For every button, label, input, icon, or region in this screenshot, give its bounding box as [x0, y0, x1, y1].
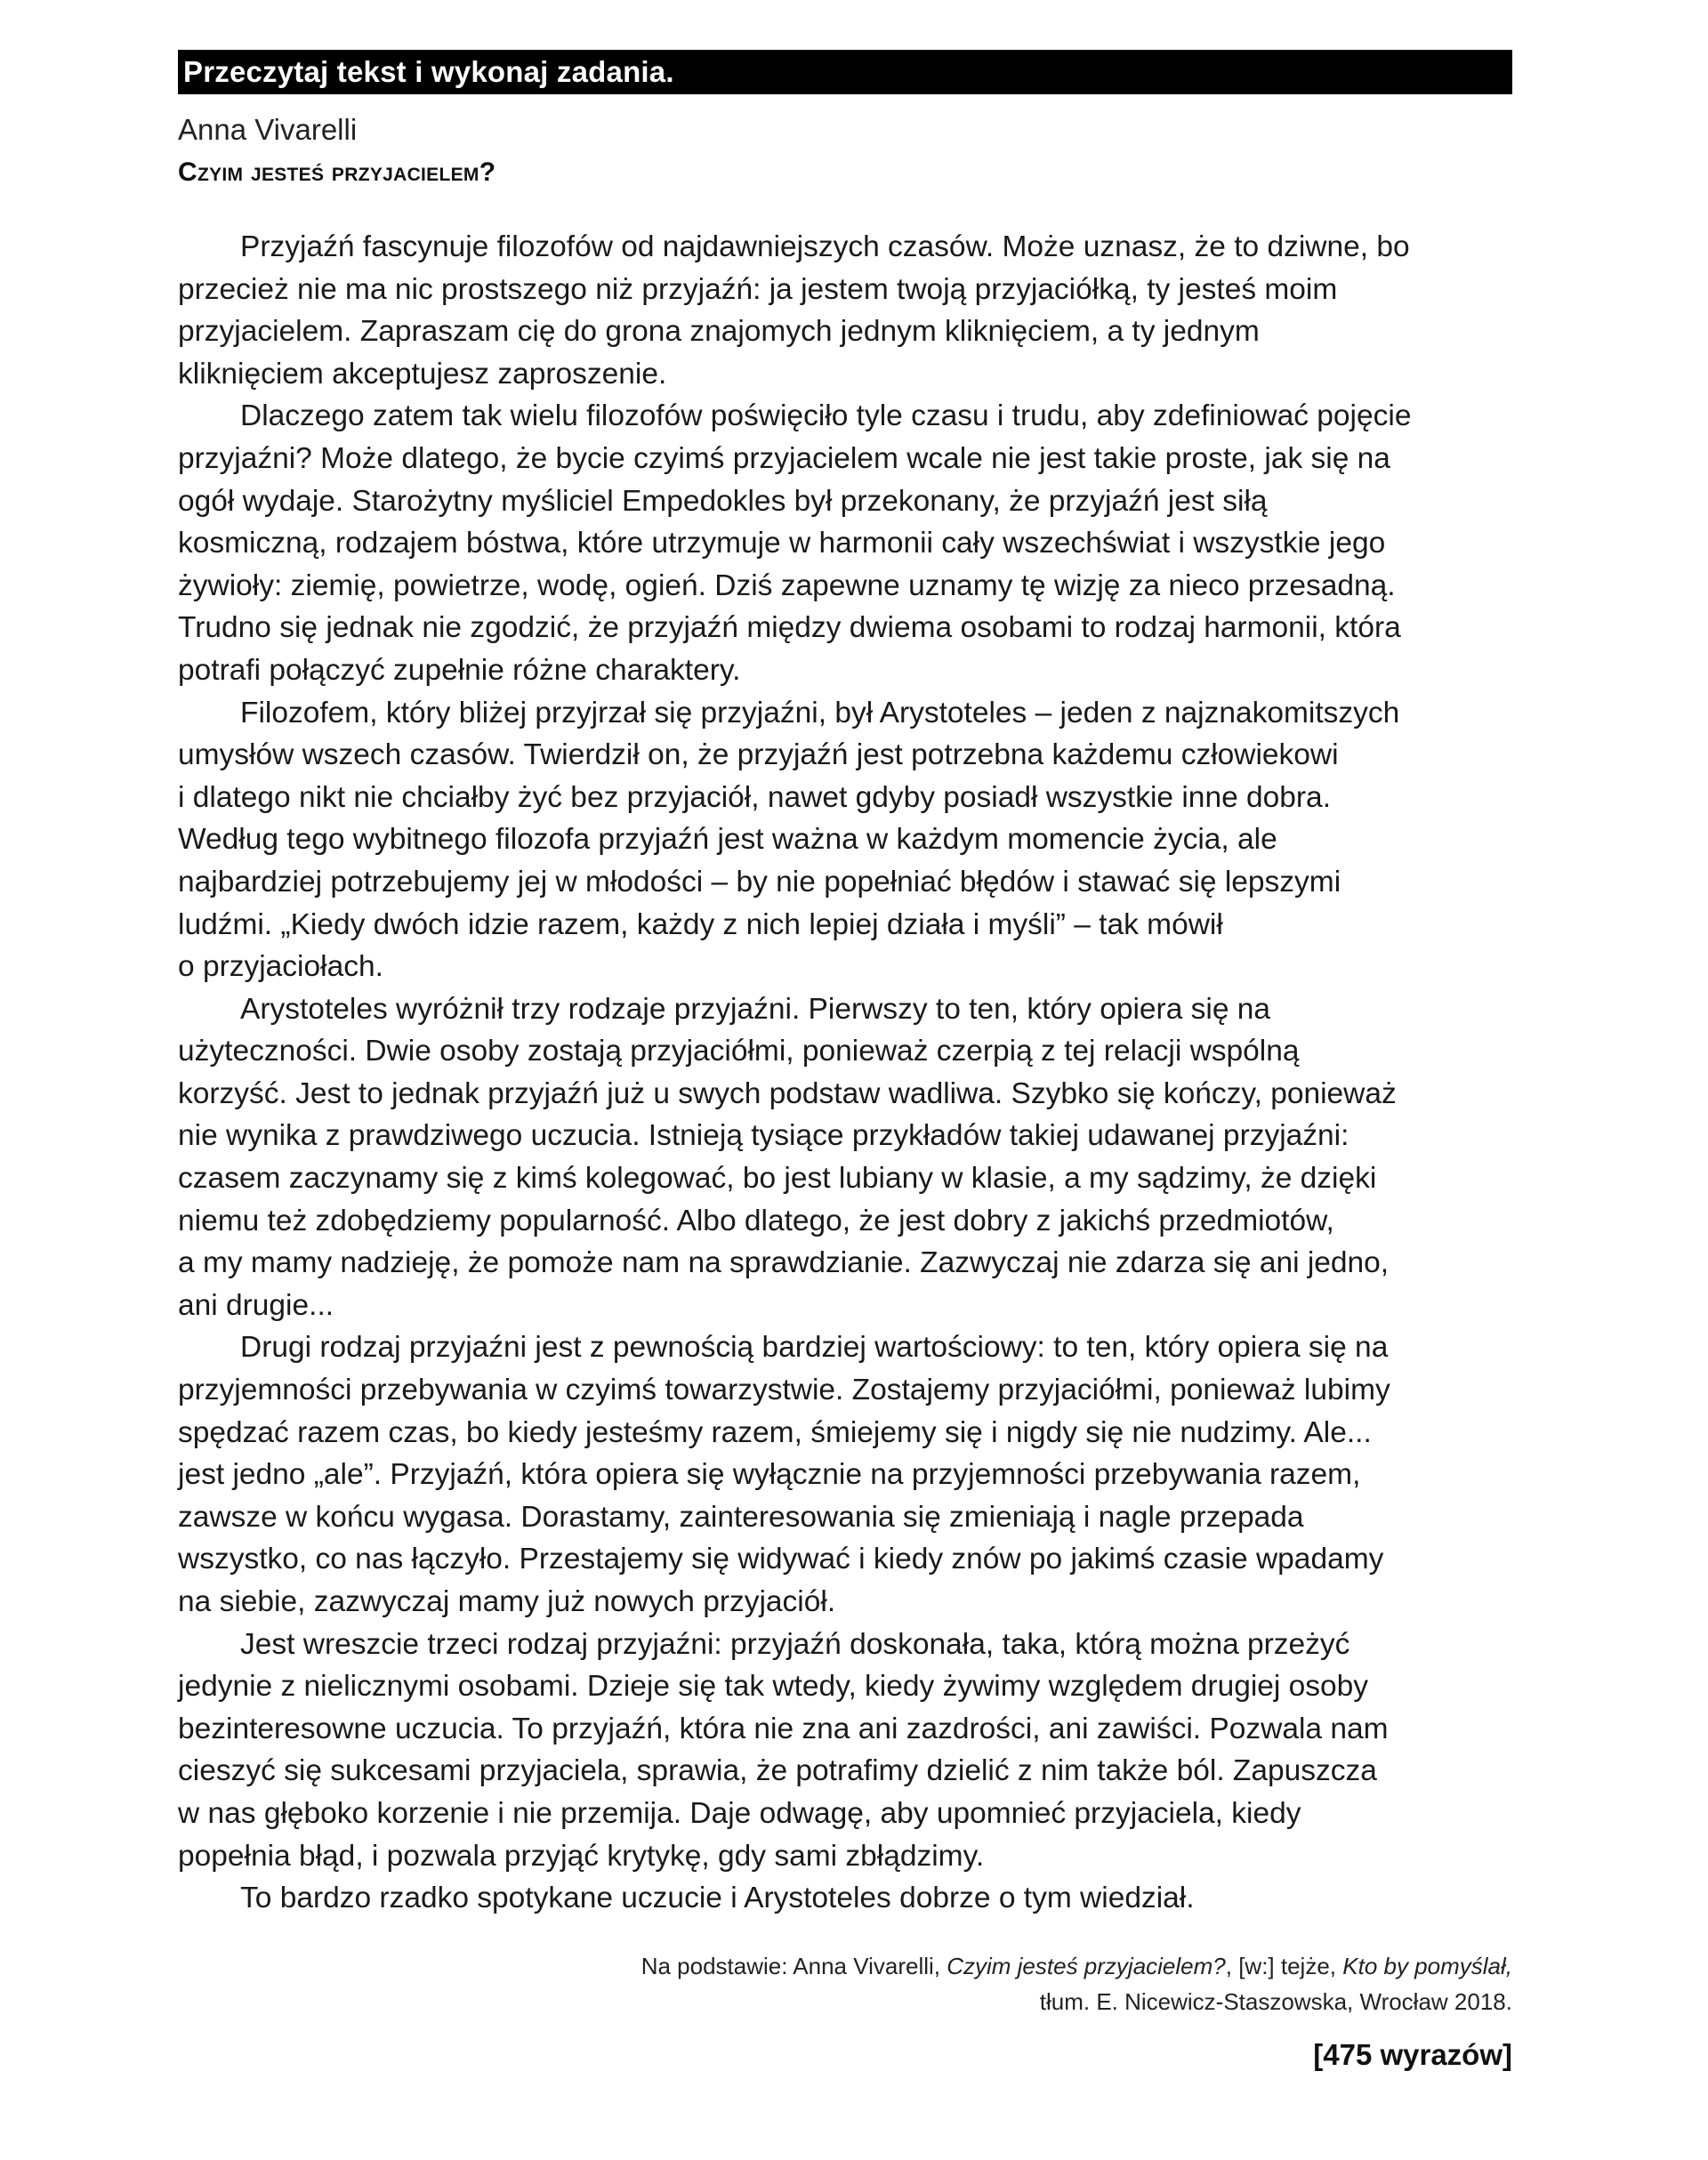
- paragraph-4: [178, 988, 1511, 1327]
- text-line: Drugi rodzaj przyjaźni jest z pewnością bardziej wartościowy: to ten, który opiera się na: [240, 1331, 1389, 1365]
- text-line: czasem zaczynamy się z kimś kolegować, bo jest lubiany w klasie, a my sądzimy, że dzięki: [178, 1162, 1377, 1196]
- text-line: o przyjaciołach.: [178, 950, 383, 984]
- text-line: w nas głęboko korzenie i nie przemija. Daje odwagę, aby upomnieć przyjaciela, kiedy: [178, 1796, 1301, 1830]
- source-citation: [178, 1948, 1512, 2019]
- text-line: jest jedno „ale”. Przyjaźń, która opiera się wyłącznie na przyjemności przebywania razem,: [178, 1458, 1361, 1492]
- text-line: Jest wreszcie trzeci rodzaj przyjaźni: przyjaźń doskonała, taka, którą można przeżyć: [240, 1627, 1350, 1661]
- text-line: Arystoteles wyróżnił trzy rodzaje przyjaźni. Pierwszy to ten, który opiera się na: [240, 992, 1271, 1026]
- text-line: przyjaźni? Może dlatego, że bycie czyimś przyjacielem wcale nie jest takie proste, jak się na: [178, 441, 1390, 475]
- source-middle: , [w:] tejże,: [1225, 1952, 1343, 1979]
- text-line: zawsze w końcu wygasa. Dorastamy, zainteresowania się zmieniają i nagle przepada: [178, 1500, 1304, 1534]
- source-line-2: tłum. E. Nicewicz-Staszowska, Wrocław 2018.: [1039, 1987, 1512, 2015]
- text-line: kosmiczną, rodzajem bóstwa, które utrzymuje w harmonii cały wszechświat i wszystkie jego: [178, 527, 1386, 560]
- text-line: Przyjaźń fascynuje filozofów od najdawniejszych czasów. Może uznasz, że to dziwne, bo: [240, 230, 1410, 263]
- reading-text: [178, 226, 1511, 1920]
- source-book-title: Kto by pomyślał,: [1342, 1952, 1512, 1979]
- paragraph-3: [178, 692, 1511, 988]
- paragraph-1: [178, 226, 1511, 395]
- text-line: nie wynika z prawdziwego uczucia. Istnieją tysiące przykładów takiej udawanej przyjaźni:: [178, 1119, 1349, 1153]
- instruction-header: Przeczytaj tekst i wykonaj zadania.: [178, 50, 1512, 94]
- text-line: potrafi połączyć zupełnie różne charaktery.: [178, 653, 741, 687]
- source-work-title: Czyim jesteś przyjacielem?: [947, 1952, 1226, 1979]
- text-line: cieszyć się sukcesami przyjaciela, sprawia, że potrafimy dzielić z nim także ból. Zapuszcza: [178, 1754, 1377, 1788]
- text-line: żywioły: ziemię, powietrze, wodę, ogień. Dziś zapewne uznamy tę wizję za nieco przesadną.: [178, 568, 1396, 602]
- text-line: a my mamy nadzieję, że pomoże nam na sprawdzianie. Zazwyczaj nie zdarza się ani jedno,: [178, 1246, 1390, 1280]
- text-line: Dlaczego zatem tak wielu filozofów poświęciło tyle czasu i trudu, aby zdefiniować pojęcie: [240, 399, 1412, 433]
- text-line: przyjemności przebywania w czyimś towarzystwie. Zostajemy przyjaciółmi, ponieważ lubimy: [178, 1374, 1390, 1407]
- exam-page: [178, 50, 1512, 2075]
- text-line: najbardziej potrzebujemy jej w młodości – by nie popełniać błędów i stawać się lepszymi: [178, 865, 1341, 899]
- text-line: korzyść. Jest to jednak przyjaźń już u swych podstaw wadliwa. Szybko się kończy, ponieważ: [178, 1076, 1397, 1110]
- paragraph-5: [178, 1326, 1511, 1623]
- paragraph-2: [178, 395, 1511, 691]
- text-line: na siebie, zazwyczaj mamy już nowych przyjaciół.: [178, 1585, 836, 1618]
- text-title: Czyim jesteś przyjacielem?: [178, 157, 496, 187]
- text-line: To bardzo rzadko spotykane uczucie i Arystoteles dobrze o tym wiedział.: [240, 1882, 1195, 1915]
- text-line: Trudno się jednak nie zgodzić, że przyjaźń między dwiema osobami to rodzaj harmonii, która: [178, 611, 1401, 645]
- source-line-1: [178, 1948, 1512, 1984]
- text-line: użyteczności. Dwie osoby zostają przyjaciółmi, ponieważ czerpią z tej relacji wspólną: [178, 1035, 1300, 1068]
- text-line: przecież nie ma nic prostszego niż przyjaźń: ja jestem twoją przyjaciółką, ty jesteś moim: [178, 272, 1338, 306]
- text-line: Według tego wybitnego filozofa przyjaźń jest ważna w każdym momencie życia, ale: [178, 823, 1277, 857]
- author-name: Anna Vivarelli: [178, 113, 358, 146]
- text-line: spędzać razem czas, bo kiedy jesteśmy razem, śmiejemy się i nigdy się nie nudzimy. Ale...: [178, 1415, 1372, 1449]
- text-line: niemu też zdobędziemy popularność. Albo dlatego, że jest dobry z jakichś przedmiotów,: [178, 1204, 1334, 1237]
- source-prefix: Na podstawie: Anna Vivarelli,: [640, 1952, 947, 1979]
- text-line: popełnia błąd, i pozwala przyjąć krytykę, gdy sami zbłądzimy.: [178, 1839, 985, 1873]
- text-line: ogół wydaje. Starożytny myśliciel Empedokles był przekonany, że przyjaźń jest siłą: [178, 484, 1268, 518]
- text-line: ludźmi. „Kiedy dwóch idzie razem, każdy z nich lepiej działa i myśli” – tak mówił: [178, 907, 1223, 941]
- text-line: Filozofem, który bliżej przyjrzał się przyjaźni, był Arystoteles – jeden z najznakomitszych: [240, 696, 1400, 729]
- text-line: wszystko, co nas łączyło. Przestajemy się widywać i kiedy znów po jakimś czasie wpadamy: [178, 1543, 1384, 1576]
- text-line: kliknięciem akceptujesz zaproszenie.: [178, 357, 667, 391]
- paragraph-6: [178, 1624, 1511, 1878]
- text-line: i dlatego nikt nie chciałby żyć bez przyjaciół, nawet gdyby posiadł wszystkie inne dobra.: [178, 780, 1331, 814]
- text-line: ani drugie...: [178, 1288, 334, 1322]
- text-line: umysłów wszech czasów. Twierdził on, że przyjaźń jest potrzebna każdemu człowiekowi: [178, 738, 1339, 772]
- word-count: [475 wyrazów]: [1313, 2037, 1512, 2071]
- text-line: przyjacielem. Zapraszam cię do grona znajomych jednym kliknięciem, a ty jednym: [178, 315, 1260, 349]
- text-line: bezinteresowne uczucia. To przyjaźń, która nie zna ani zazdrości, ani zawiści. Pozwala nam: [178, 1712, 1389, 1745]
- paragraph-7: [178, 1877, 1511, 1920]
- text-line: jedynie z nielicznymi osobami. Dzieje się tak wtedy, kiedy żywimy względem drugiej osoby: [178, 1670, 1369, 1704]
